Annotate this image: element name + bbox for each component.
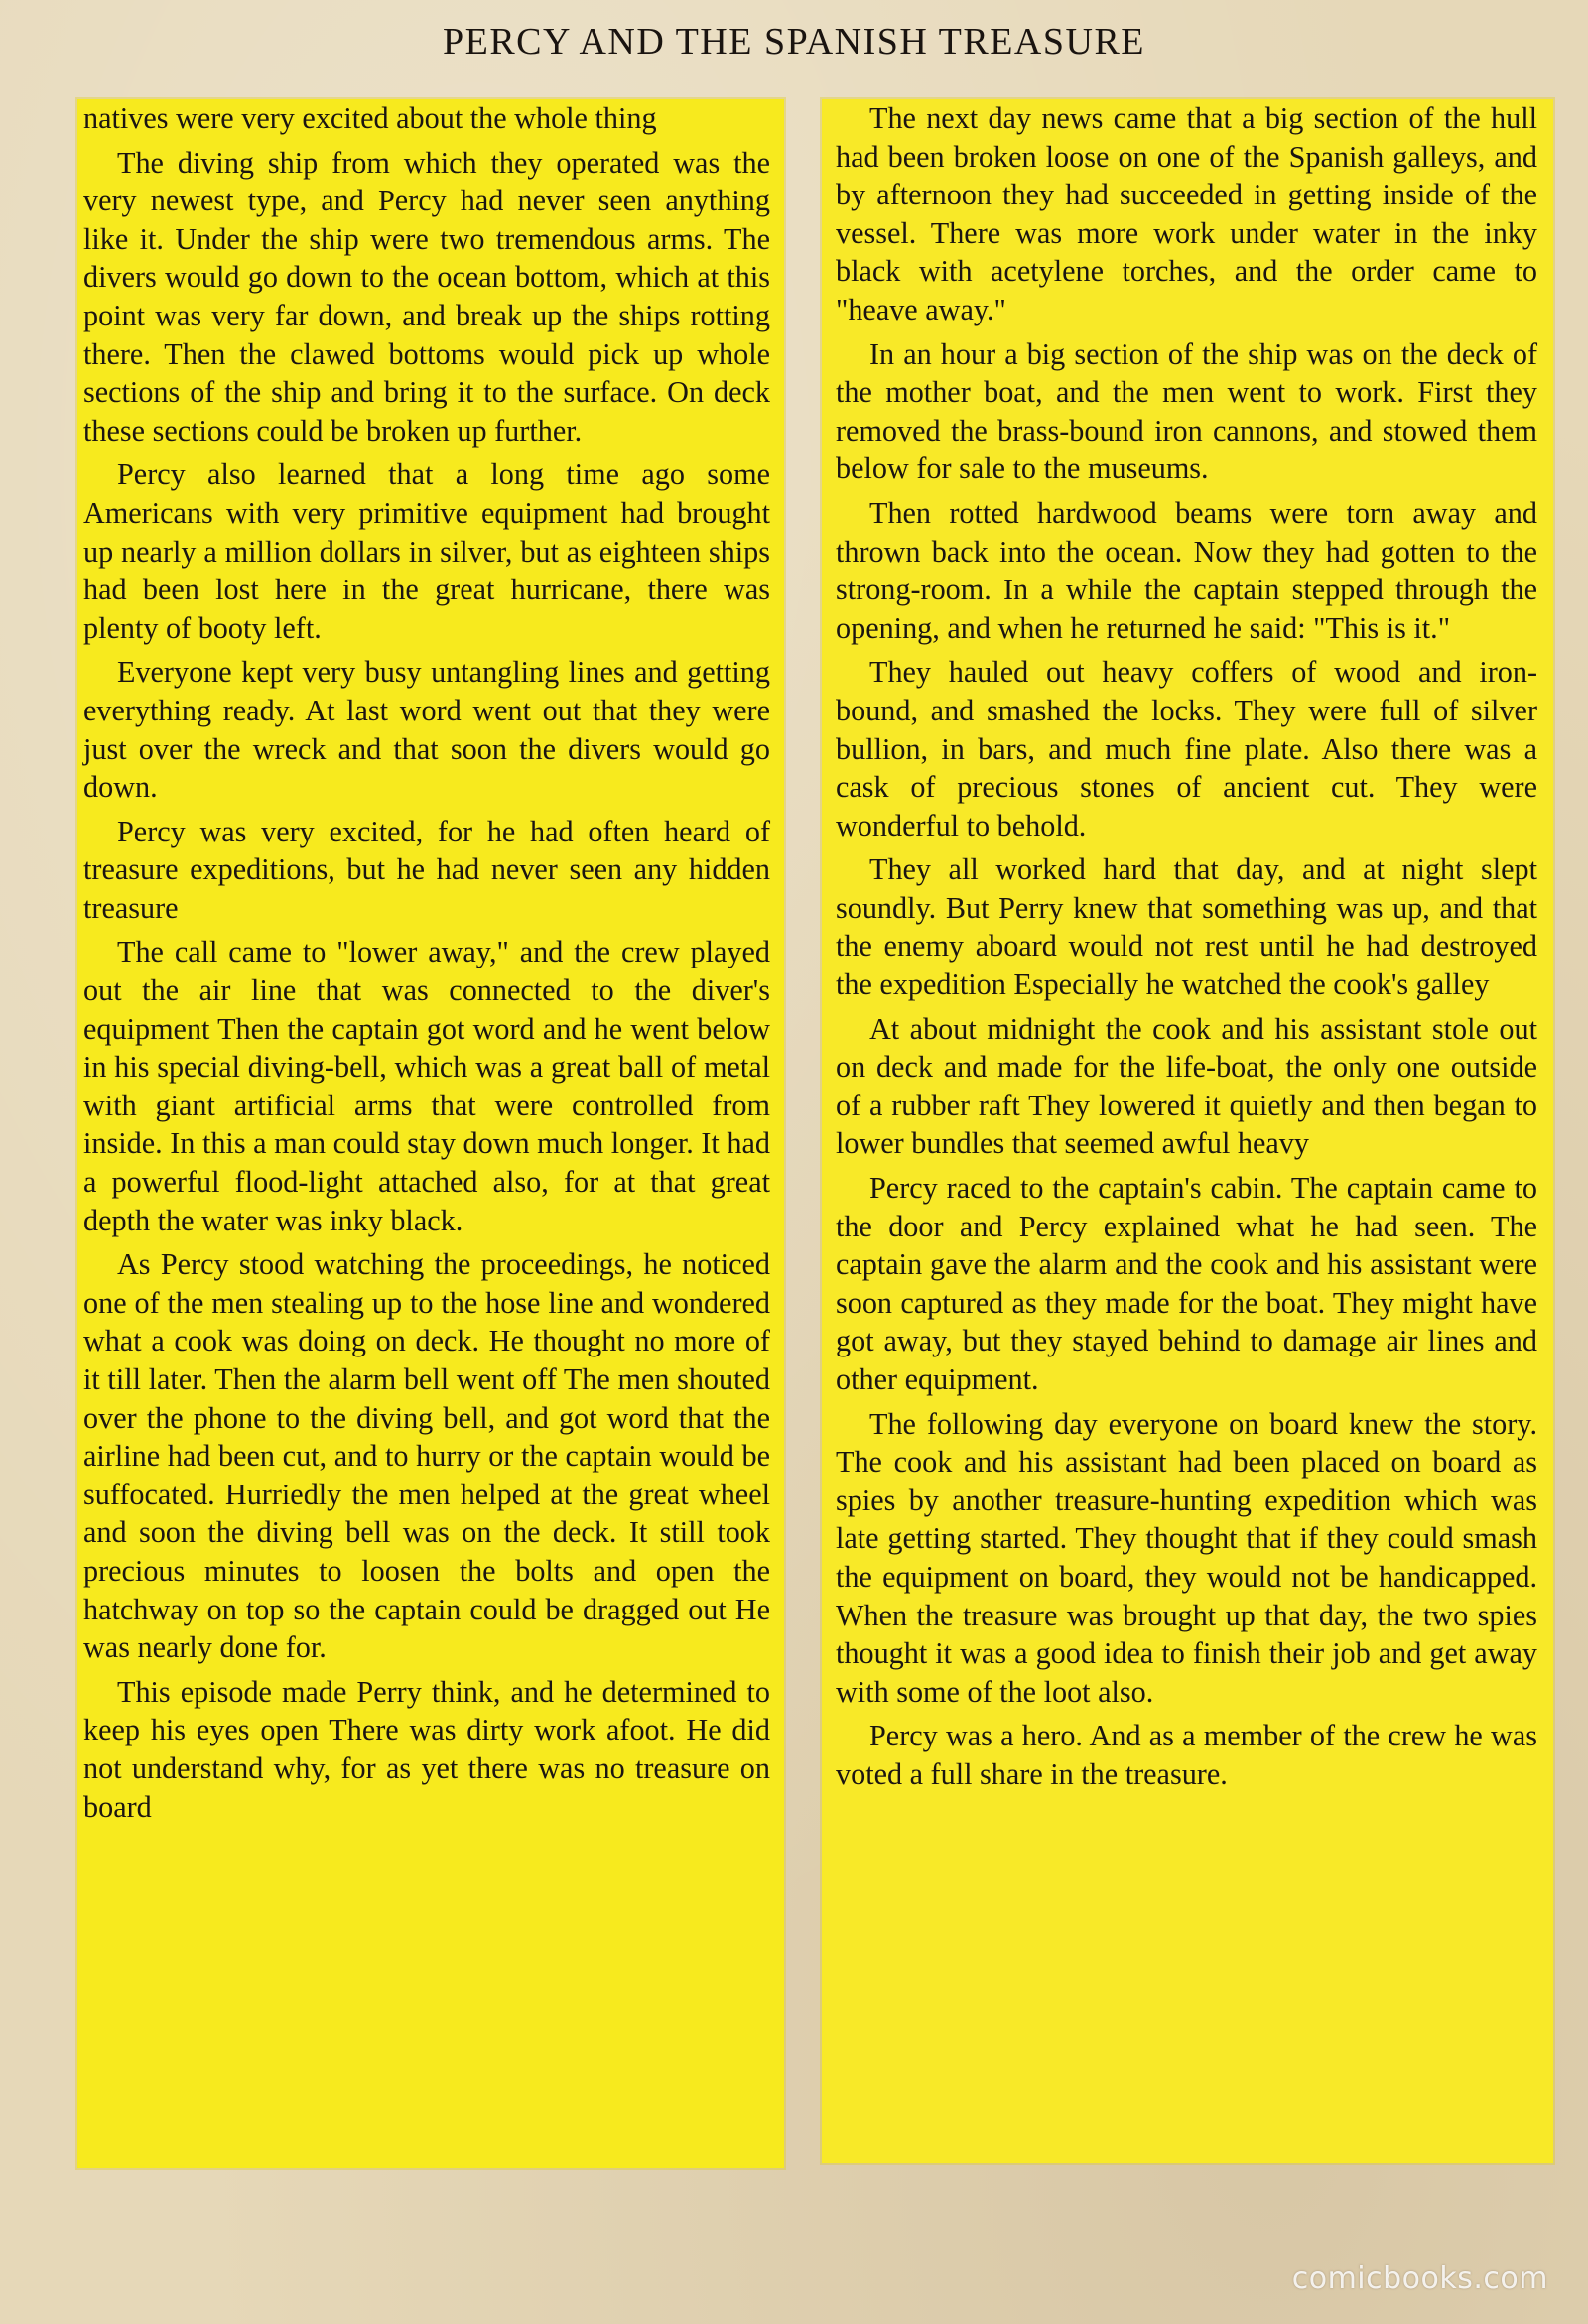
left-text-column bbox=[77, 99, 784, 2168]
story-paragraph: Percy also learned that a long time ago some Americans with very primitive equipment had brought up nearly a million dollars in silver, but as eighteen ships had been lost here in the great hurricane, there was plenty of booty left. bbox=[83, 457, 770, 645]
story-paragraph: Everyone kept very busy untangling lines and getting everything ready. At last word went out that they were just over the wreck and that soon the divers would go down. bbox=[83, 655, 770, 805]
story-paragraph: Then rotted hardwood beams were torn away and thrown back into the ocean. Now they had gotten to the strong-room. In a while the captain stepped through the opening, and when he returned he said: "This is it." bbox=[836, 495, 1537, 645]
site-watermark: comicbooks.com bbox=[1291, 2261, 1548, 2296]
story-paragraph: At about midnight the cook and his assistant stole out on deck and made for the life-boat, the only one outside of a rubber raft They lowered it quietly and then began to lower bundles that seemed awful heavy bbox=[836, 1011, 1537, 1161]
story-paragraph: In an hour a big section of the ship was on the deck of the mother boat, and the men went to work. First they removed the brass-bound iron cannons, and stowed them below for sale to the museums. bbox=[836, 336, 1537, 486]
story-paragraph: The next day news came that a big section of the hull had been broken loose on one of the Spanish galleys, and by afternoon they had succeeded in getting inside of the vessel. There was more work under water in the inky black with acetylene torches, and the order came to "heave away." bbox=[836, 101, 1537, 326]
story-paragraph: They all worked hard that day, and at night slept soundly. But Perry knew that something was up, and that the enemy aboard would not rest until he had destroyed the expedition Especially he watched the cook's galley bbox=[836, 852, 1537, 1002]
story-paragraph: This episode made Perry think, and he determined to keep his eyes open There was dirty work afoot. He did not understand why, for as yet there was no treasure on board bbox=[83, 1674, 770, 1824]
story-paragraph: They hauled out heavy coffers of wood and iron-bound, and smashed the locks. They were full of silver bullion, in bars, and much fine plate. Also there was a cask of precious stones of ancient cut. They were wonderful to behold. bbox=[836, 655, 1537, 842]
story-paragraph: Percy was a hero. And as a member of the crew he was voted a full share in the treasure. bbox=[836, 1719, 1537, 1791]
story-paragraph: The call came to "lower away," and the crew played out the air line that was connected to the diver's equipment Then the captain got word and he went below in his special diving-bell, which was a great ball of metal with giant artificial arms that were controlled from inside. In this a man could stay down much longer. It had a powerful flood-light attached also, for at that great depth the water was inky black. bbox=[83, 935, 770, 1237]
story-paragraph: The following day everyone on board knew the story. The cook and his assistant had been placed on board as spies by another treasure-hunting expedition which was late getting started. They thought that if they could smash the equipment on board, they would not be handicapped. When the treasure was brought up that day, the two spies thought it was a good idea to finish their job and get away with some of the loot also. bbox=[836, 1406, 1537, 1709]
right-text-column bbox=[822, 99, 1553, 2163]
page-title: PERCY AND THE SPANISH TREASURE bbox=[442, 21, 1146, 63]
story-paragraph: The diving ship from which they operated was the very newest type, and Percy had never seen anything like it. Under the ship were two tremendous arms. The divers would go down to the ocean bottom, which at this point was very far down, and break up the ships rotting there. Then the clawed bottoms would pick up whole sections of the ship and bring it to the surface. On deck these sections could be broken up further. bbox=[83, 145, 770, 448]
story-paragraph: natives were very excited about the whole thing bbox=[83, 101, 657, 135]
story-paragraph: As Percy stood watching the proceedings, he noticed one of the men stealing up to the hose line and wondered what a cook was doing on deck. He thought no more of it till later. Then the alarm bell went off The men shouted over the phone to the diving bell, and got word that the airline had been cut, and to hurry or the captain would be suffocated. Hurriedly the men helped at the great wheel and soon the diving bell was on the deck. It still took precious minutes to loosen the bolts and open the hatchway on top so the captain could be dragged out He was nearly done for. bbox=[83, 1247, 770, 1665]
story-paragraph: Percy raced to the captain's cabin. The captain came to the door and Percy explained what he had seen. The captain gave the alarm and the cook and his assistant were soon captured as they made for the boat. They might have got away, but they stayed behind to damage air lines and other equipment. bbox=[836, 1171, 1537, 1396]
story-paragraph: Percy was very excited, for he had often heard of treasure expeditions, but he had never seen any hidden treasure bbox=[83, 814, 770, 925]
